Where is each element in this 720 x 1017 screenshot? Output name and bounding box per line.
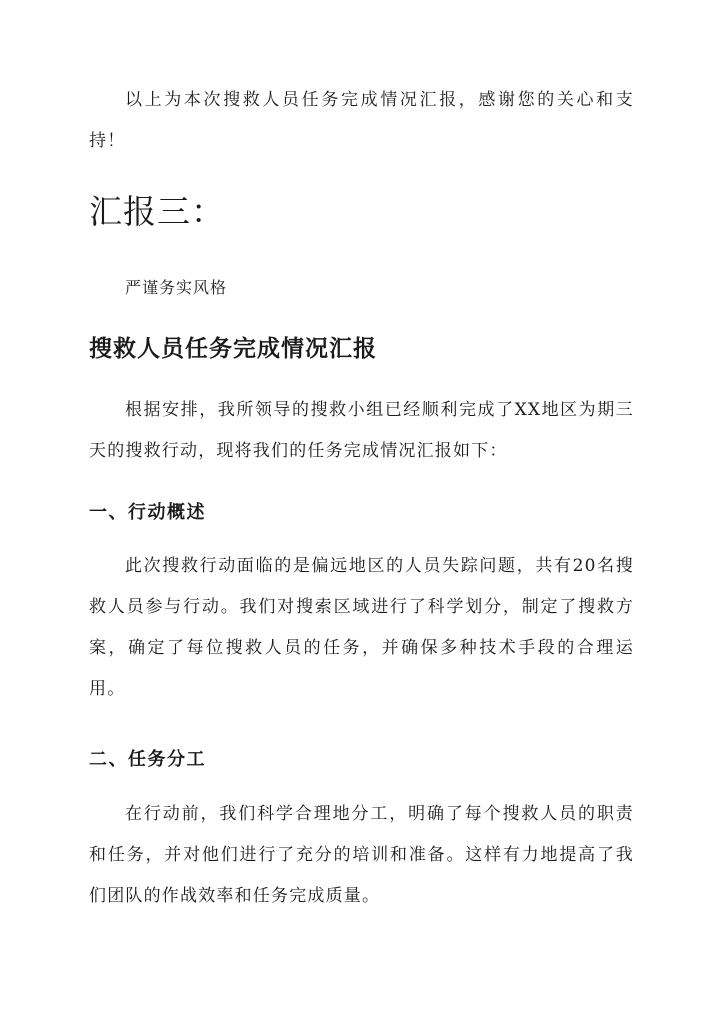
intro-paragraph: 根据安排，我所领导的搜救小组已经顺利完成了XX地区为期三天的搜救行动，现将我们的任务完成情况汇报如下： — [89, 400, 634, 461]
section-heading-overview: 一、行动概述 — [89, 502, 206, 523]
report-heading: 汇报三： — [89, 192, 225, 231]
section-body-overview: 此次搜救行动面临的是偏远地区的人员失踪问题，共有20名搜救人员参与行动。我们对搜索区域进行了科学划分，制定了搜救方案，确定了每位搜救人员的任务，并确保多种技术手段的合理运用。 — [89, 556, 634, 699]
report-title: 搜救人员任务完成情况汇报 — [89, 335, 377, 362]
closing-paragraph: 以上为本次搜救人员任务完成情况汇报，感谢您的关心和支持！ — [89, 90, 634, 151]
section-body-division: 在行动前，我们科学合理地分工，明确了每个搜救人员的职责和任务，并对他们进行了充分的培训和准备。这样有力地提高了我们团队的作战效率和任务完成质量。 — [89, 804, 634, 906]
style-subtitle: 严谨务实风格 — [125, 278, 228, 297]
section-heading-division: 二、任务分工 — [89, 749, 206, 770]
